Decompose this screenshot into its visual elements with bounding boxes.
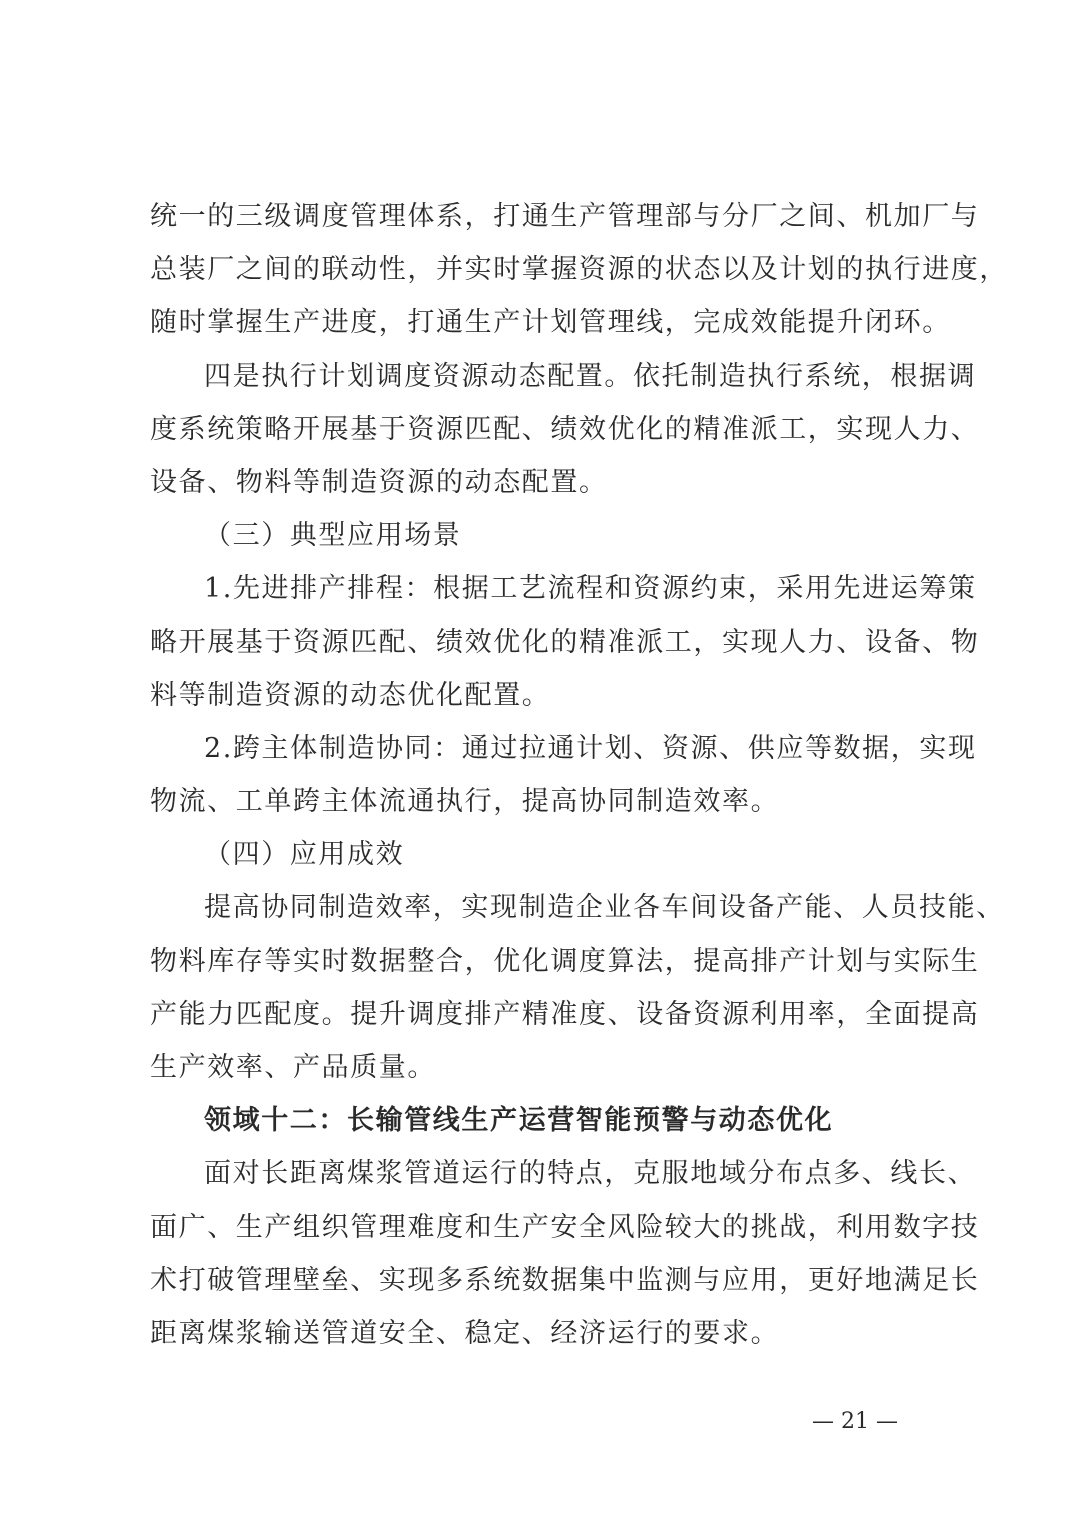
- paragraph-line: 物流、工单跨主体流通执行，提高协同制造效率。: [150, 786, 780, 818]
- section-heading: （三）典型应用场景: [204, 520, 462, 552]
- paragraph-line: 术打破管理壁垒、实现多系统数据集中监测与应用，更好地满足长: [150, 1264, 980, 1296]
- paragraph-line: 距离煤浆输送管道安全、稳定、经济运行的要求。: [150, 1317, 780, 1349]
- paragraph-line: 四是执行计划调度资源动态配置。依托制造执行系统，根据调: [204, 360, 977, 392]
- paragraph-line: 提高协同制造效率，实现制造企业各车间设备产能、人员技能、: [204, 892, 1005, 924]
- paragraph-line: 总装厂之间的联动性，并实时掌握资源的状态以及计划的执行进度，: [150, 254, 1008, 286]
- paragraph-line: 随时掌握生产进度，打通生产计划管理线，完成效能提升闭环。: [150, 307, 951, 339]
- paragraph-line: 面广、生产组织管理难度和生产安全风险较大的挑战，利用数字技: [150, 1211, 980, 1243]
- section-heading: （四）应用成效: [204, 839, 405, 871]
- page-number: — 21 —: [812, 1409, 898, 1434]
- paragraph-line: 料等制造资源的动态优化配置。: [150, 679, 551, 711]
- paragraph-line: 生产效率、产品质量。: [150, 1052, 436, 1083]
- paragraph-line: 产能力匹配度。提升调度排产精准度、设备资源利用率，全面提高: [150, 998, 980, 1030]
- paragraph-line: 度系统策略开展基于资源匹配、绩效优化的精准派工，实现人力、: [150, 413, 980, 445]
- page-body: [150, 190, 1008, 1360]
- paragraph-line: 略开展基于资源匹配、绩效优化的精准派工，实现人力、设备、物: [150, 626, 980, 658]
- paragraph-line: 1.先进排产排程：根据工艺流程和资源约束，采用先进运筹策: [204, 573, 977, 605]
- domain-heading: 领域十二：长输管线生产运营智能预警与动态优化: [204, 1105, 834, 1137]
- paragraph-line: 设备、物料等制造资源的动态配置。: [150, 466, 608, 498]
- paragraph-line: 统一的三级调度管理体系，打通生产管理部与分厂之间、机加厂与: [150, 201, 980, 232]
- paragraph-line: 物料库存等实时数据整合，优化调度算法，提高排产计划与实际生: [150, 945, 980, 977]
- paragraph-line: 面对长距离煤浆管道运行的特点，克服地域分布点多、线长、: [204, 1158, 977, 1190]
- paragraph-line: 2.跨主体制造协同：通过拉通计划、资源、供应等数据，实现: [204, 732, 977, 764]
